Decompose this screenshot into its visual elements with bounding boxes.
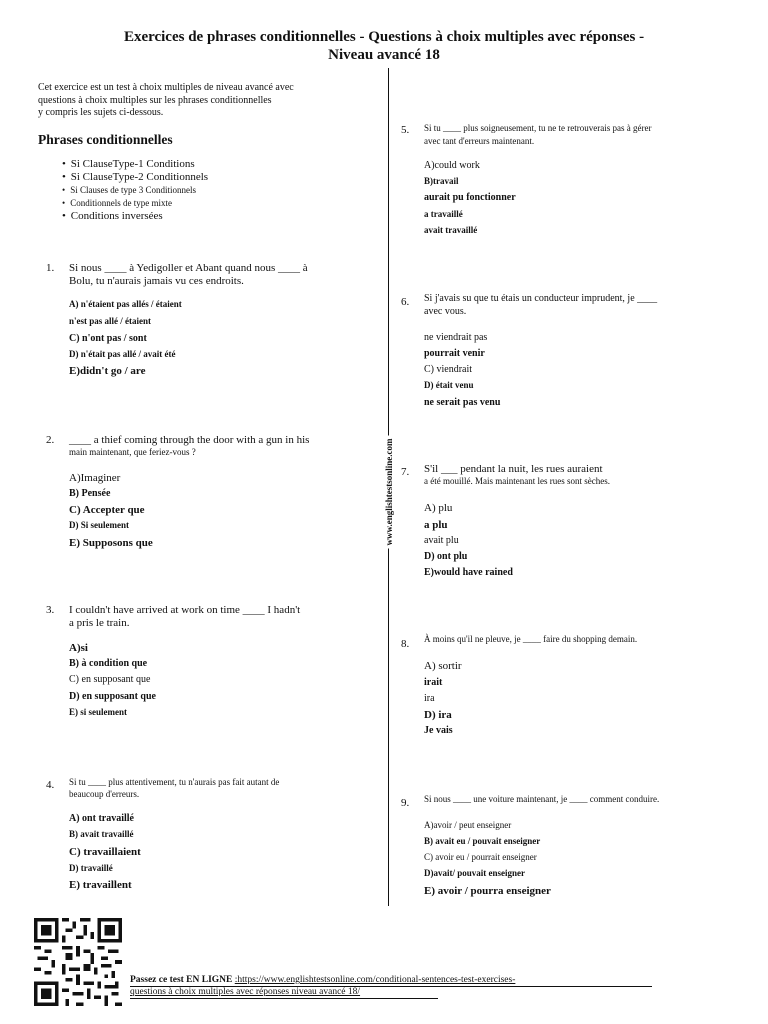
question-text <box>69 776 279 800</box>
question-text-line: beaucoup d'erreurs. <box>69 789 140 799</box>
option-b[interactable]: B)travail <box>424 176 459 186</box>
option-d[interactable]: D) n'était pas allé / avait été <box>69 349 176 359</box>
option-a[interactable]: A)avoir / peut enseigner <box>424 820 512 830</box>
topic-item <box>62 184 208 197</box>
topic-item <box>62 171 208 184</box>
topics-list <box>62 158 208 223</box>
question-number: 1. <box>46 262 55 274</box>
option-e[interactable]: ne serait pas venu <box>424 397 501 408</box>
topic-item <box>62 158 208 171</box>
question-text-line: Bolu, tu n'aurais jamais vu ces endroits. <box>69 275 244 287</box>
option-a[interactable]: A)could work <box>424 160 480 171</box>
footer-link-continuation[interactable]: questions à choix multiples avec réponses niveau avancé 18/ <box>130 987 361 997</box>
question-text-line: Si nous ____ une voiture maintenant, je ____ comment conduire. <box>424 794 660 804</box>
option-d[interactable]: D) Si seulement <box>69 520 129 530</box>
option-c[interactable]: ira <box>424 693 435 704</box>
question-text <box>424 794 659 804</box>
bullet-icon: • <box>62 198 66 208</box>
question-text-line: Si j'avais su que tu étais un conducteur imprudent, je ____ <box>424 293 658 304</box>
question-text <box>69 434 309 458</box>
option-c[interactable]: C) travaillaient <box>69 846 141 858</box>
topic-item <box>62 210 208 223</box>
option-b[interactable]: B) avait eu / pouvait enseigner <box>424 836 541 846</box>
question-text-line: avec tant d'erreurs maintenant. <box>424 136 535 146</box>
question-text <box>424 122 651 148</box>
question-text <box>424 634 637 644</box>
option-e[interactable]: E) avoir / pourra enseigner <box>424 885 551 897</box>
option-a[interactable]: ne viendrait pas <box>424 332 488 343</box>
question-number: 5. <box>401 124 410 136</box>
option-b[interactable]: irait <box>424 677 443 688</box>
option-b[interactable]: a plu <box>424 519 448 531</box>
question-text-line: S'il ___ pendant la nuit, les rues auraient <box>424 463 603 475</box>
footer-link[interactable]: :https://www.englishtestsonline.com/conditional-sentences-test-exercises- <box>234 975 516 985</box>
option-c[interactable]: C) en supposant que <box>69 674 151 685</box>
option-a[interactable]: A) n'étaient pas allés / étaient <box>69 299 182 309</box>
footer-underline <box>130 986 652 987</box>
intro-line: Cet exercice est un test à choix multiples de niveau avancé avec <box>38 82 294 93</box>
question-text-line: avec vous. <box>424 306 467 317</box>
option-a[interactable]: A)Imaginer <box>69 472 121 484</box>
option-b[interactable]: n'est pas allé / étaient <box>69 316 151 326</box>
option-c[interactable]: C) n'ont pas / sont <box>69 333 147 344</box>
option-b[interactable]: B) à condition que <box>69 658 148 669</box>
footer-underline <box>130 998 438 999</box>
option-a[interactable]: A)si <box>69 642 88 654</box>
question-text-line: Si tu ____ plus soigneusement, tu ne te retrouverais pas à gérer <box>424 123 652 133</box>
intro-line: questions à choix multiples sur les phrases conditionnelles <box>38 94 272 106</box>
topic-label: Si ClauseType-1 Conditions <box>70 158 195 170</box>
question-number: 9. <box>401 797 410 809</box>
option-d[interactable]: D) travaillé <box>69 863 113 873</box>
question-text <box>424 463 610 487</box>
topic-label: Conditionnels de type mixte <box>70 198 172 208</box>
option-c[interactable]: avait plu <box>424 535 459 546</box>
option-d[interactable]: D) ont plu <box>424 551 468 562</box>
option-e[interactable]: avait travaillé <box>424 225 478 235</box>
option-c[interactable]: C) avoir eu / pourrait enseigner <box>424 852 537 862</box>
option-d[interactable]: D) ira <box>424 709 452 721</box>
title-line-2: Niveau avancé 18 <box>328 47 440 63</box>
option-d[interactable]: D) était venu <box>424 380 474 390</box>
option-c[interactable]: aurait pu fonctionner <box>424 192 516 203</box>
bullet-icon: • <box>62 210 66 222</box>
question-text-line: main maintenant, que feriez-vous ? <box>69 447 196 457</box>
question-text-line: a pris le train. <box>69 617 130 629</box>
option-c[interactable]: C) Accepter que <box>69 504 145 516</box>
topic-item <box>62 197 208 210</box>
topic-label: Conditions inversées <box>70 210 163 222</box>
option-a[interactable]: A) sortir <box>424 660 462 672</box>
option-a[interactable]: A) plu <box>424 502 453 514</box>
question-number: 6. <box>401 296 410 308</box>
question-number: 8. <box>401 638 410 650</box>
footer-cta <box>130 975 515 985</box>
topic-label: Si ClauseType-2 Conditionnels <box>70 171 209 183</box>
footer-cta-label: Passez ce test EN LIGNE <box>130 975 233 985</box>
question-number: 3. <box>46 604 55 616</box>
option-e[interactable]: E) Supposons que <box>69 537 153 549</box>
option-e[interactable]: E) travaillent <box>69 879 132 891</box>
option-e[interactable]: E)would have rained <box>424 567 513 578</box>
question-text-line: À moins qu'il ne pleuve, je ____ faire du shopping demain. <box>424 634 638 644</box>
option-d[interactable]: D) en supposant que <box>69 691 156 702</box>
question-number: 4. <box>46 779 55 791</box>
title-line-1: Exercices de phrases conditionnelles - Questions à choix multiples avec réponses - <box>123 29 645 45</box>
bullet-icon: • <box>62 185 66 195</box>
qr-code-icon <box>34 918 122 1006</box>
side-watermark: www.englishtestsonline.com <box>384 435 394 548</box>
option-d[interactable]: a travaillé <box>424 209 463 219</box>
intro-paragraph <box>38 82 338 120</box>
question-text-line: a été mouillé. Mais maintenant les rues sont sèches. <box>424 476 610 486</box>
section-heading: Phrases conditionnelles <box>38 132 173 147</box>
question-number: 2. <box>46 434 55 446</box>
question-number: 7. <box>401 466 410 478</box>
question-text <box>424 292 657 318</box>
topic-label: Si Clauses de type 3 Conditionnels <box>70 185 196 195</box>
question-text-line: ____ a thief coming through the door with a gun in his <box>69 434 310 446</box>
option-c[interactable]: C) viendrait <box>424 364 473 375</box>
page-title <box>20 28 748 64</box>
question-text-line: Si tu ____ plus attentivement, tu n'aurais pas fait autant de <box>69 777 280 787</box>
option-b[interactable]: B) Pensée <box>69 488 111 499</box>
question-text-line: Si nous ____ à Yedigoller et Abant quand nous ____ à <box>69 262 308 274</box>
question-text <box>69 604 300 630</box>
option-d[interactable]: D)avait/ pouvait enseigner <box>424 868 525 878</box>
option-e[interactable]: E) si seulement <box>69 707 127 717</box>
option-b[interactable]: B) avait travaillé <box>69 829 134 839</box>
question-text-line: I couldn't have arrived at work on time ____ I hadn't <box>69 604 301 616</box>
option-e[interactable]: E)didn't go / are <box>69 365 146 377</box>
option-e[interactable]: Je vais <box>424 725 453 736</box>
bullet-icon: • <box>62 171 66 183</box>
question-text <box>69 262 308 288</box>
bullet-icon: • <box>62 158 66 170</box>
intro-line: y compris les sujets ci-dessous. <box>38 107 164 118</box>
option-a[interactable]: A) ont travaillé <box>69 813 134 824</box>
option-b[interactable]: pourrait venir <box>424 348 485 359</box>
